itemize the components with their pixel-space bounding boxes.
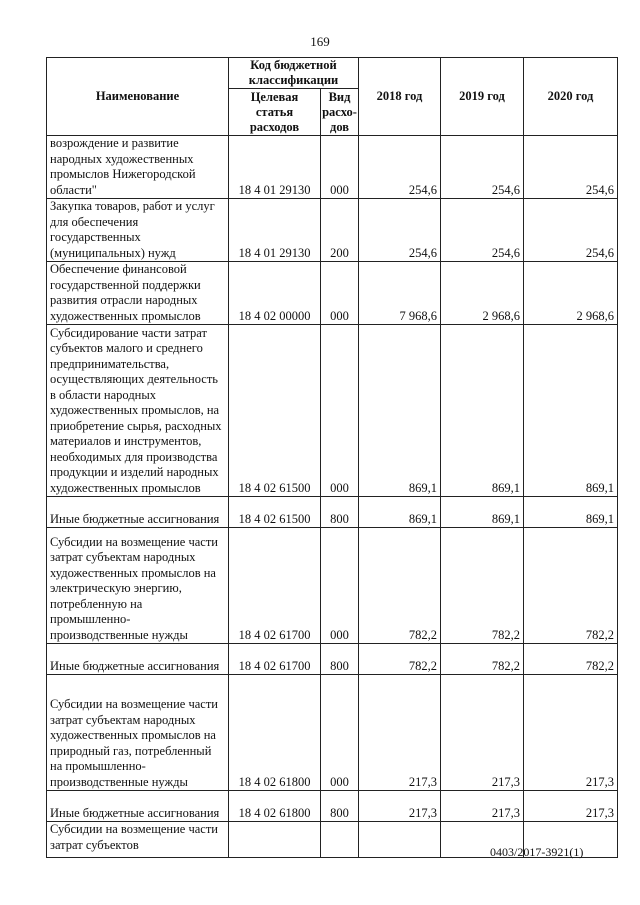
row-value-2018: 869,1 [359, 325, 441, 497]
table-row [47, 675, 618, 791]
row-value-2020: 869,1 [524, 497, 618, 528]
row-name: Субсидии на возмещение части затрат субъектов [47, 822, 229, 858]
table-row [47, 497, 618, 528]
row-value-2018: 869,1 [359, 497, 441, 528]
row-value-2020: 217,3 [524, 791, 618, 822]
row-value-2020: 254,6 [524, 136, 618, 199]
row-target-article [229, 822, 321, 858]
row-target-article: 18 4 02 00000 [229, 262, 321, 325]
table-row [47, 199, 618, 262]
row-value-2019: 254,6 [441, 136, 524, 199]
row-expense-type: 000 [321, 528, 359, 644]
row-value-2020: 869,1 [524, 325, 618, 497]
row-expense-type: 000 [321, 325, 359, 497]
row-value-2019: 217,3 [441, 791, 524, 822]
row-value-2020: 2 968,6 [524, 262, 618, 325]
header-target-article: Целевая статья расходов [229, 89, 321, 136]
row-value-2018: 217,3 [359, 675, 441, 791]
row-target-article: 18 4 02 61500 [229, 497, 321, 528]
row-name: Обеспечение финансовой государственной поддержки развития отрасли народных художественных промыслов [47, 262, 229, 325]
row-name: Закупка товаров, работ и услуг для обеспечения государственных (муниципальных) нужд [47, 199, 229, 262]
row-expense-type: 800 [321, 791, 359, 822]
row-value-2018 [359, 822, 441, 858]
table-row [47, 644, 618, 675]
row-value-2019: 782,2 [441, 644, 524, 675]
row-value-2019: 217,3 [441, 675, 524, 791]
row-target-article: 18 4 02 61700 [229, 528, 321, 644]
row-target-article: 18 4 02 61800 [229, 791, 321, 822]
row-name: Иные бюджетные ассигнования [47, 497, 229, 528]
row-target-article: 18 4 01 29130 [229, 136, 321, 199]
table-row [47, 136, 618, 199]
row-value-2019: 2 968,6 [441, 262, 524, 325]
row-value-2018: 254,6 [359, 136, 441, 199]
row-expense-type: 000 [321, 136, 359, 199]
row-expense-type: 000 [321, 675, 359, 791]
header-year-2019: 2019 год [441, 58, 524, 136]
row-name: Субсидирование части затрат субъектов малого и среднего предпринимательства, осуществляющих деятельность в области народных художественных промыслов, на приобретение сырья, расходных материалов и инструментов, необходимых для производства продукции и изделий народных художественных промыслов [47, 325, 229, 497]
row-value-2019: 254,6 [441, 199, 524, 262]
row-name: Иные бюджетные ассигнования [47, 791, 229, 822]
row-expense-type: 800 [321, 497, 359, 528]
row-expense-type: 800 [321, 644, 359, 675]
table-row [47, 528, 618, 644]
row-value-2018: 217,3 [359, 791, 441, 822]
row-value-2019: 869,1 [441, 497, 524, 528]
row-name: Иные бюджетные ассигнования [47, 644, 229, 675]
row-value-2018: 782,2 [359, 644, 441, 675]
row-expense-type: 000 [321, 262, 359, 325]
header-code-group: Код бюджетной классификации [229, 58, 359, 89]
row-expense-type: 200 [321, 199, 359, 262]
row-value-2018: 7 968,6 [359, 262, 441, 325]
header-year-2018: 2018 год [359, 58, 441, 136]
budget-table [46, 57, 618, 858]
row-name: Субсидии на возмещение части затрат субъектам народных художественных промыслов на электрическую энергию, потребленную на промышленно-производственные нужды [47, 528, 229, 644]
document-code: 0403/2017-3921(1) [490, 845, 584, 859]
table-row [47, 791, 618, 822]
row-name: Субсидии на возмещение части затрат субъектам народных художественных промыслов на природный газ, потребленный на промышленно-производственные нужды [47, 675, 229, 791]
row-value-2020: 217,3 [524, 675, 618, 791]
row-value-2019: 869,1 [441, 325, 524, 497]
row-value-2019: 782,2 [441, 528, 524, 644]
row-value-2020: 254,6 [524, 199, 618, 262]
row-target-article: 18 4 02 61500 [229, 325, 321, 497]
table-body [47, 136, 618, 858]
header-year-2020: 2020 год [524, 58, 618, 136]
row-value-2020: 782,2 [524, 528, 618, 644]
header-expense-type: Вид расхо-дов [322, 89, 357, 134]
row-value-2018: 782,2 [359, 528, 441, 644]
page-number: 169 [310, 34, 330, 49]
table-row [47, 325, 618, 497]
table-row [47, 262, 618, 325]
row-expense-type [321, 822, 359, 858]
row-value-2020: 782,2 [524, 644, 618, 675]
row-value-2018: 254,6 [359, 199, 441, 262]
row-name: возрождение и развитие народных художественных промыслов Нижегородской области" [47, 136, 229, 199]
row-target-article: 18 4 01 29130 [229, 199, 321, 262]
row-target-article: 18 4 02 61800 [229, 675, 321, 791]
row-target-article: 18 4 02 61700 [229, 644, 321, 675]
header-name: Наименование [47, 58, 229, 136]
